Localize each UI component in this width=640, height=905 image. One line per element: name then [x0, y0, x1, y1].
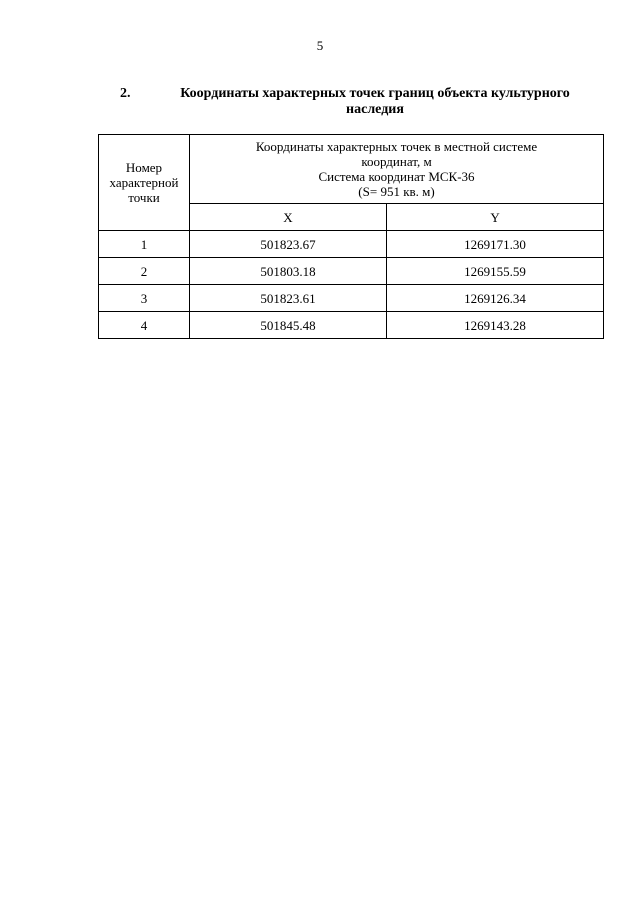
section-title-line1: Координаты характерных точек границ объекта культурного [180, 86, 570, 101]
coordinates-table [98, 134, 604, 339]
section-number: 2. [120, 86, 131, 101]
header-coordinates-line1: Координаты характерных точек в местной системе [255, 139, 538, 154]
cell-x: 501823.61 [190, 285, 387, 312]
header-point-number-line1: Номер [125, 160, 163, 175]
section-heading [120, 86, 590, 118]
header-coordinates-line4: (S= 951 кв. м) [358, 184, 435, 199]
cell-point: 1 [99, 231, 190, 258]
header-x: X [190, 204, 387, 231]
cell-x: 501803.18 [190, 258, 387, 285]
cell-x: 501823.67 [190, 231, 387, 258]
cell-y: 1269126.34 [387, 285, 604, 312]
section-title-line2: наследия [346, 102, 404, 117]
table-row [99, 285, 604, 312]
table-row [99, 231, 604, 258]
section-title [120, 86, 590, 118]
cell-y: 1269155.59 [387, 258, 604, 285]
cell-y: 1269143.28 [387, 312, 604, 339]
cell-y: 1269171.30 [387, 231, 604, 258]
table-row [99, 258, 604, 285]
header-y: Y [387, 204, 604, 231]
header-point-number-line3: точки [128, 190, 160, 205]
header-point-number [99, 135, 190, 231]
header-coordinates [190, 135, 604, 204]
header-coordinates-line3: Система координат МСК-36 [318, 169, 475, 184]
cell-point: 4 [99, 312, 190, 339]
table-row [99, 312, 604, 339]
cell-point: 2 [99, 258, 190, 285]
header-coordinates-line2: координат, м [361, 154, 432, 169]
header-point-number-line2: характерной [109, 175, 179, 190]
cell-x: 501845.48 [190, 312, 387, 339]
page-number: 5 [316, 38, 324, 53]
cell-point: 3 [99, 285, 190, 312]
